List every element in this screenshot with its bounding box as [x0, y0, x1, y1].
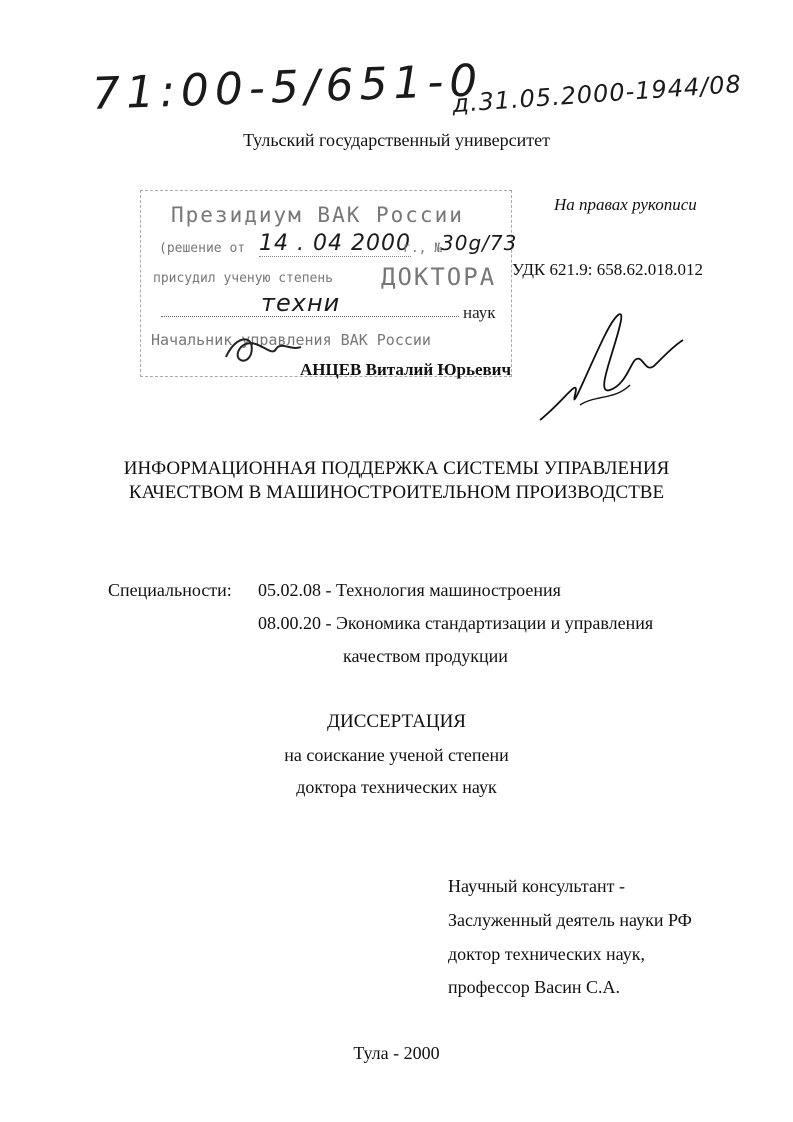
degree-line-1: на соискание ученой степени [284, 745, 509, 765]
dissertation-heading: ДИССЕРТАЦИЯ [327, 711, 466, 732]
degree-line-2: доктора технических наук [296, 777, 497, 797]
rights-notice: На правах рукописи [554, 195, 697, 214]
udc-code: УДК 621.9: 658.62.018.012 [512, 260, 703, 279]
stamp-decision-date: 14 . 04 2000 [259, 231, 411, 256]
author-name: АНЦЕВ Виталий Юрьевич [300, 360, 512, 379]
specialties-label: Специальности: [108, 580, 232, 600]
author-signature [535, 305, 685, 425]
university-name: Тульский государственный университет [243, 130, 550, 150]
stamp-line-2-suffix: г., № [403, 241, 443, 256]
consultant-line-3: доктор технических наук, [448, 944, 645, 964]
stamp-signature-scribble [216, 329, 306, 369]
specialty-2-continued: качеством продукции [343, 646, 508, 666]
stamp-field: техни [261, 289, 341, 317]
vak-stamp [140, 190, 518, 377]
consultant-line-2: Заслуженный деятель науки РФ [448, 910, 692, 930]
stamp-line-5: Начальник управления ВАК России [151, 331, 431, 349]
stamp-field-suffix: наук [463, 303, 496, 322]
archive-code: 71:00-5/651-0 [91, 55, 485, 120]
dissertation-title-line-2: КАЧЕСТВОМ В МАШИНОСТРОИТЕЛЬНОМ ПРОИЗВОДСТВЕ [128, 482, 665, 503]
stamp-decision-number: 30g/73 [441, 231, 518, 255]
stamp-line-1: Президиум ВАК России [171, 203, 464, 227]
place-year: Тула - 2000 [353, 1043, 440, 1063]
consultant-line-1: Научный консультант - [448, 876, 625, 896]
archive-date-ref: д.31.05.2000-1944/08 [451, 69, 743, 119]
consultant-line-4: профессор Васин С.А. [448, 977, 620, 997]
stamp-line-2-label: (решение от [159, 241, 246, 256]
specialty-2: 08.00.20 - Экономика стандартизации и управления [258, 613, 654, 633]
stamp-degree: ДОКТОРА [381, 263, 497, 291]
dissertation-title-line-1: ИНФОРМАЦИОННАЯ ПОДДЕРЖКА СИСТЕМЫ УПРАВЛЕНИЯ [123, 458, 670, 479]
stamp-line-3-label: присудил ученую степень [153, 271, 334, 286]
specialty-1: 05.02.08 - Технология машиностроения [258, 580, 561, 600]
